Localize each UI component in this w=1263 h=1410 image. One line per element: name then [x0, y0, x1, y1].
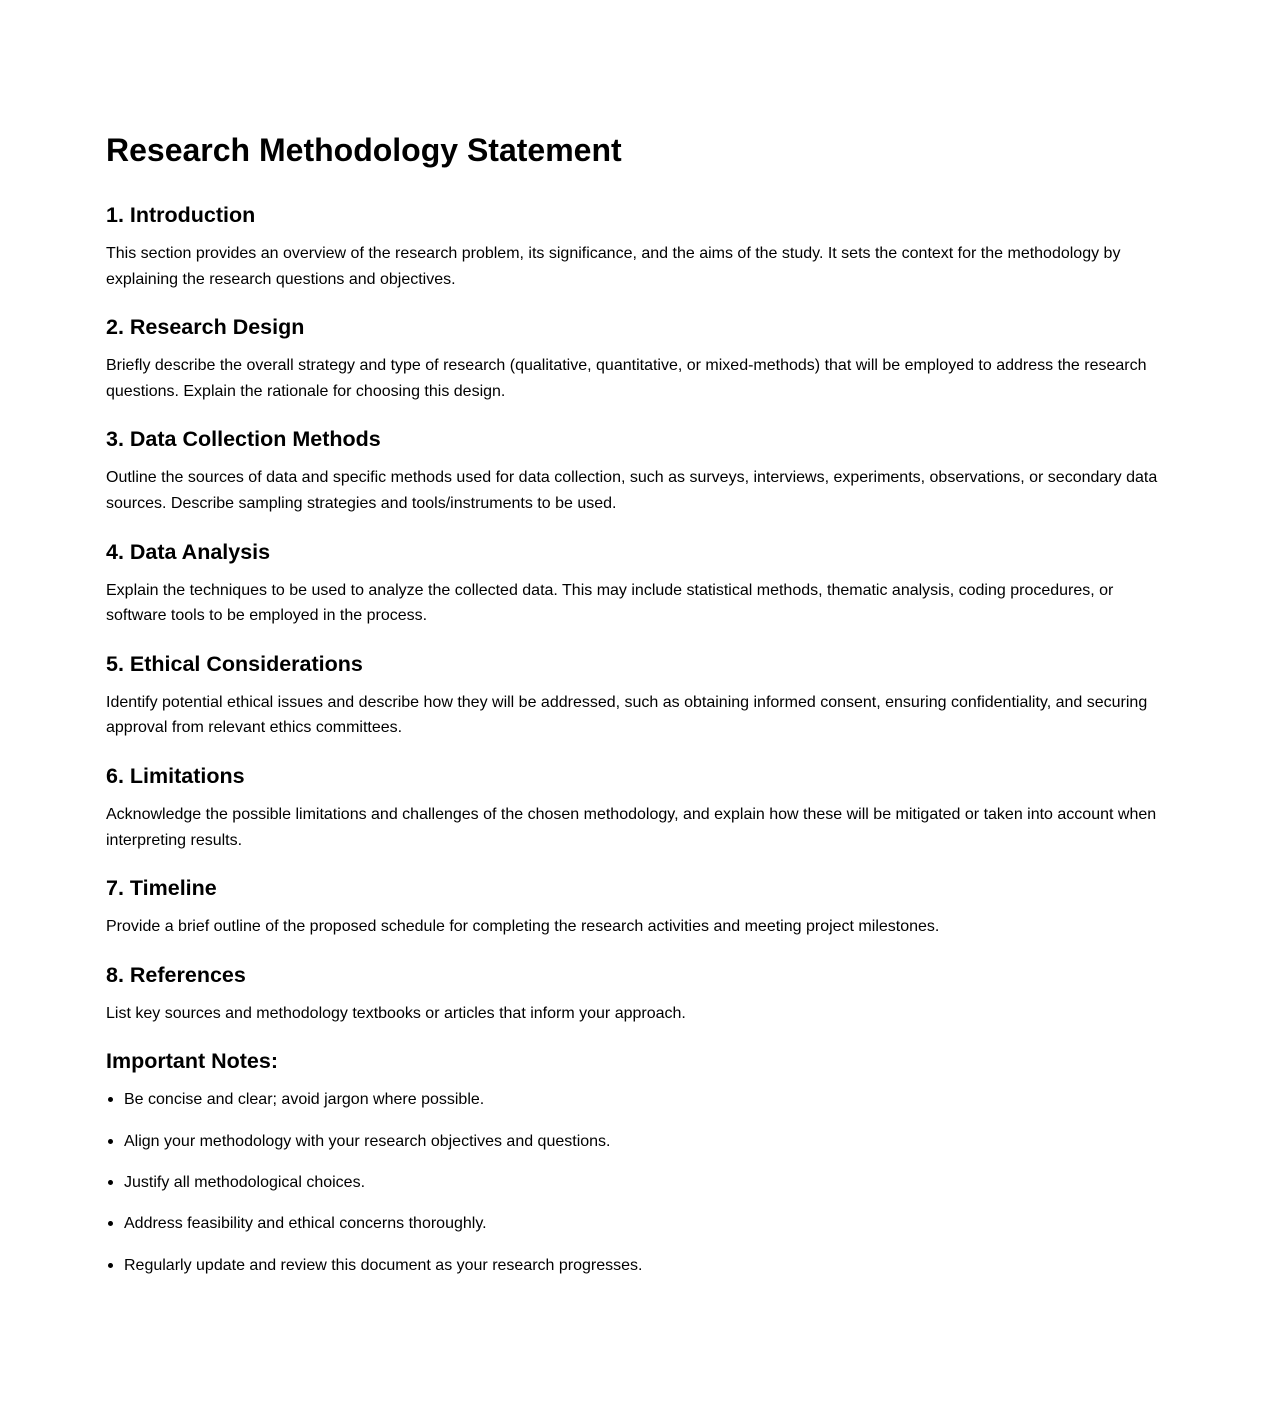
list-item	[106, 1253, 1163, 1279]
section-heading-research-design: 2. Research Design	[106, 315, 305, 340]
list-item	[106, 1087, 1163, 1113]
section-heading-data-analysis: 4. Data Analysis	[106, 539, 271, 564]
notes-list	[106, 1087, 1163, 1278]
section-heading-references: 8. References	[106, 962, 246, 987]
list-item-text: Align your methodology with your research objectives and questions.	[124, 1132, 611, 1150]
list-item-text: Justify all methodological choices.	[124, 1174, 366, 1192]
section-body-ethical-considerations: Identify potential ethical issues and describe how they will be addressed, such as obtaining informed consent, ensuring confidentiality, and securing approval from relevant ethics committees.	[106, 693, 1148, 737]
notes-heading: Important Notes:	[106, 1049, 278, 1074]
bullet-icon	[108, 1221, 113, 1226]
section-body-timeline: Provide a brief outline of the proposed schedule for completing the research activities and meeting project milestones.	[106, 918, 940, 936]
list-item	[106, 1211, 1163, 1237]
list-item	[106, 1129, 1163, 1155]
section-body-limitations: Acknowledge the possible limitations and challenges of the chosen methodology, and explain how these will be mitigated or taken into account when interpreting results.	[106, 805, 1157, 849]
section-heading-timeline: 7. Timeline	[106, 876, 217, 901]
list-item-text: Be concise and clear; avoid jargon where possible.	[124, 1091, 485, 1109]
bullet-icon	[108, 1139, 113, 1144]
bullet-icon	[108, 1263, 113, 1268]
bullet-icon	[108, 1097, 113, 1102]
section-body-references: List key sources and methodology textbooks or articles that inform your approach.	[106, 1004, 686, 1022]
list-item-text: Address feasibility and ethical concerns thoroughly.	[124, 1215, 487, 1233]
section-heading-data-collection: 3. Data Collection Methods	[106, 427, 381, 452]
section-body-data-collection: Outline the sources of data and specific methods used for data collection, such as surveys, interviews, experiments, observations, or secondary data sources. Describe sampling strategies and tools/instruments to be used.	[106, 469, 1158, 512]
bullet-icon	[108, 1180, 113, 1185]
list-item	[106, 1170, 1163, 1196]
section-heading-ethical-considerations: 5. Ethical Considerations	[106, 651, 363, 676]
section-body-research-design: Briefly describe the overall strategy and type of research (qualitative, quantitative, or mixed-methods) that will be employed to address the research questions. Explain the rationale for choosing this design.	[106, 357, 1147, 400]
page-title: Research Methodology Statement	[106, 132, 622, 168]
section-body-introduction: This section provides an overview of the research problem, its significance, and the aims of the study. It sets the context for the methodology by explaining the research questions and objectives.	[106, 245, 1121, 288]
section-heading-introduction: 1. Introduction	[106, 203, 256, 227]
section-heading-limitations: 6. Limitations	[106, 763, 245, 788]
section-body-data-analysis: Explain the techniques to be used to analyze the collected data. This may include statistical methods, thematic analysis, coding procedures, or software tools to be employed in the process.	[106, 581, 1114, 625]
list-item-text: Regularly update and review this document as your research progresses.	[124, 1256, 643, 1274]
